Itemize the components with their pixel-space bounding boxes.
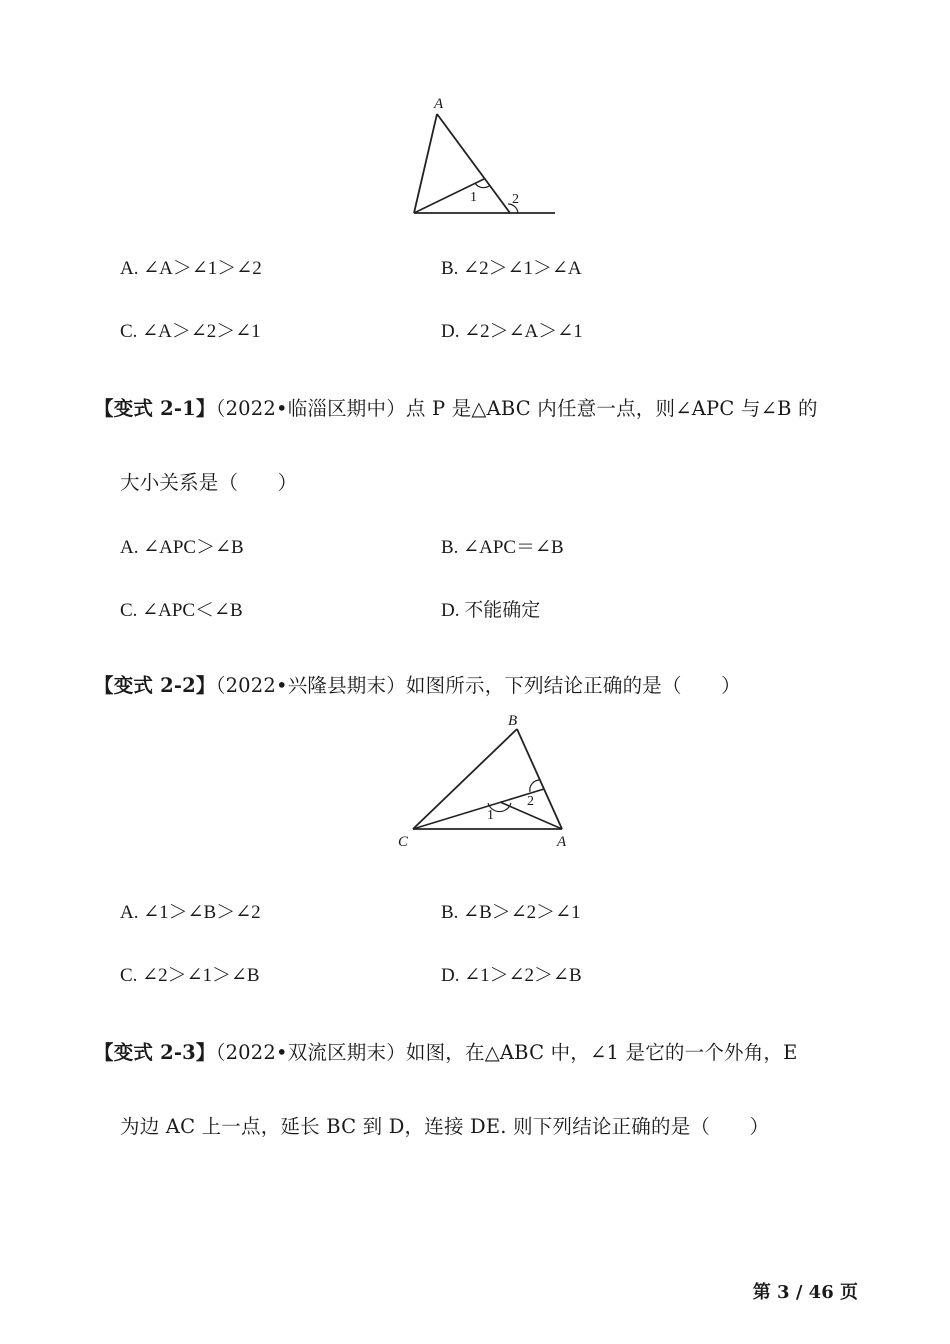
variant-2-1-tag: 【变式 2-1】 <box>94 397 216 420</box>
variant-2-1-line1 <box>94 393 818 421</box>
q1-option-c[interactable]: C. ∠A＞∠2＞∠1 <box>120 321 261 342</box>
variant-2-3-text1: （2022•双流区期末）如图，在△ABC 中，∠1 是它的一个外角，E <box>215 1041 798 1064</box>
figure2-label-A: A <box>557 834 567 850</box>
v21-option-b[interactable]: B. ∠APC＝∠B <box>441 537 564 558</box>
v21-option-d[interactable]: D. 不能确定 <box>441 600 541 621</box>
figure2-label-C: C <box>398 834 409 850</box>
figure1-label-2: 2 <box>512 192 519 207</box>
variant-2-1-text1: （2022•临淄区期中）点 P 是△ABC 内任意一点，则∠APC 与∠B 的 <box>215 397 818 420</box>
v22-option-d[interactable]: D. ∠1＞∠2＞∠B <box>441 965 582 986</box>
q1-option-b[interactable]: B. ∠2＞∠1＞∠A <box>441 258 582 279</box>
figure1-label-1: 1 <box>470 190 477 205</box>
v22-option-a[interactable]: A. ∠1＞∠B＞∠2 <box>120 902 261 923</box>
variant-2-2-line1 <box>94 670 741 698</box>
triangle-figure-1 <box>400 90 570 225</box>
variant-2-3-line2: 为边 AC 上一点，延长 BC 到 D，连接 DE. 则下列结论正确的是（ ） <box>120 1115 770 1138</box>
variant-2-3-tag: 【变式 2-3】 <box>94 1041 216 1064</box>
page-number: 第 3 / 46 页 <box>752 1282 858 1303</box>
figure2-label-B: B <box>508 713 518 729</box>
v21-option-c[interactable]: C. ∠APC＜∠B <box>120 600 243 621</box>
v21-option-a[interactable]: A. ∠APC＞∠B <box>120 537 244 558</box>
figure2-label-2: 2 <box>527 794 534 809</box>
triangle-figure-2 <box>390 708 590 858</box>
q1-option-d[interactable]: D. ∠2＞∠A＞∠1 <box>441 321 583 342</box>
v22-option-c[interactable]: C. ∠2＞∠1＞∠B <box>120 965 260 986</box>
variant-2-1-line2: 大小关系是（ ） <box>120 471 298 494</box>
q1-option-a[interactable]: A. ∠A＞∠1＞∠2 <box>120 258 262 279</box>
v22-option-b[interactable]: B. ∠B＞∠2＞∠1 <box>441 902 581 923</box>
figure1-label-A: A <box>434 96 444 112</box>
figure2-label-1: 1 <box>487 808 494 823</box>
variant-2-2-tag: 【变式 2-2】 <box>94 674 216 697</box>
variant-2-2-text1: （2022•兴隆县期末）如图所示，下列结论正确的是（ ） <box>215 674 741 697</box>
variant-2-3-line1 <box>94 1037 798 1065</box>
